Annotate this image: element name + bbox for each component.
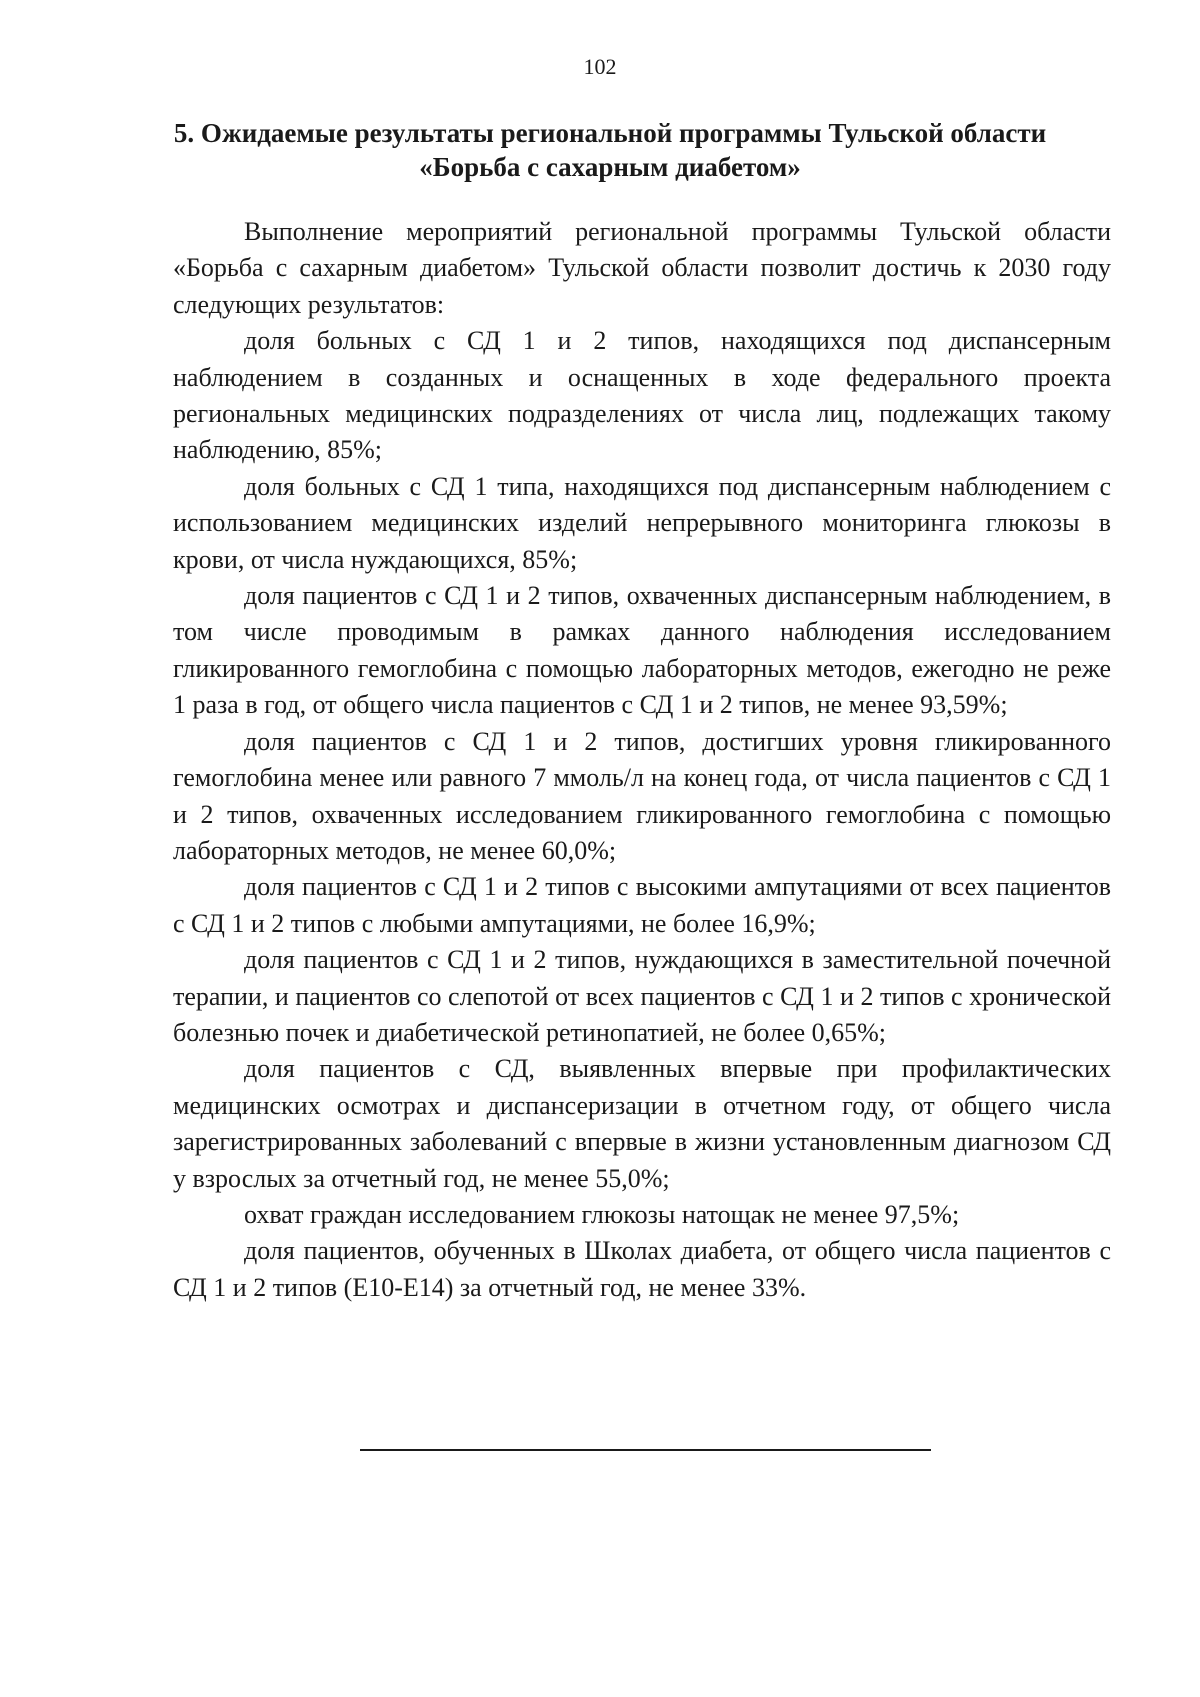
result-item: доля пациентов с СД 1 и 2 типов, нуждающихся в заместительной почечной терапии, и пациентов со слепотой от всех пациентов с СД 1 и 2 типов с хронической болезнью почек и диабетической ретинопатией, не более 0,65%;: [173, 945, 1111, 1047]
result-item: доля больных с СД 1 типа, находящихся под диспансерным наблюдением с использованием медицинских изделий непрерывного мониторинга глюкозы в крови, от числа нуждающихся, 85%;: [173, 471, 1111, 574]
result-item: доля пациентов с СД 1 и 2 типов, достигших уровня гликированного гемоглобина менее или равного 7 ммоль/л на конец года, от числа пациентов с СД 1 и 2 типов, охваченных исследованием гликированного гемоглобина с помощью лабораторных методов, не менее 60,0%;: [173, 726, 1111, 865]
end-separator-line: [360, 1449, 931, 1451]
result-item: охват граждан исследованием глюкозы натощак не менее 97,5%;: [244, 1199, 960, 1229]
section-title-line-1: 5. Ожидаемые результаты региональной программы Тульской области: [173, 118, 1047, 148]
result-item: доля пациентов, обученных в Школах диабета, от общего числа пациентов с СД 1 и 2 типов (Е10-Е14) за отчетный год, не менее 33%.: [173, 1236, 1111, 1302]
result-item: доля пациентов с СД 1 и 2 типов с высокими ампутациями от всех пациентов с СД 1 и 2 типов с любыми ампутациями, не более 16,9%;: [173, 872, 1111, 938]
section-title: [160, 116, 1060, 184]
result-item: доля пациентов с СД 1 и 2 типов, охваченных диспансерным наблюдением, в том числе проводимым в рамках данного наблюдения исследованием гликированного гемоглобина с помощью лабораторных методов, ежегодно не реже 1 раза в год, от общего числа пациентов с СД 1 и 2 типов, не менее 93,59%;: [173, 581, 1111, 720]
intro-paragraph: Выполнение мероприятий региональной программы Тульской области «Борьба с сахарным диабетом» Тульской области позволит достичь к 2030 году следующих результатов:: [173, 217, 1111, 319]
section-title-line-2: «Борьба с сахарным диабетом»: [419, 152, 801, 182]
page-number: 102: [583, 54, 617, 79]
result-item: доля больных с СД 1 и 2 типов, находящихся под диспансерным наблюдением в созданных и оснащенных в ходе федерального проекта региональных медицинских подразделениях от числа лиц, подлежащих такому наблюдению, 85%;: [173, 326, 1111, 465]
result-item: доля пациентов с СД, выявленных впервые при профилактических медицинских осмотрах и диспансеризации в отчетном году, от общего числа зарегистрированных заболеваний с впервые в жизни установленным диагнозом СД у взрослых за отчетный год, не менее 55,0%;: [173, 1054, 1111, 1193]
document-body: [173, 214, 1111, 1306]
